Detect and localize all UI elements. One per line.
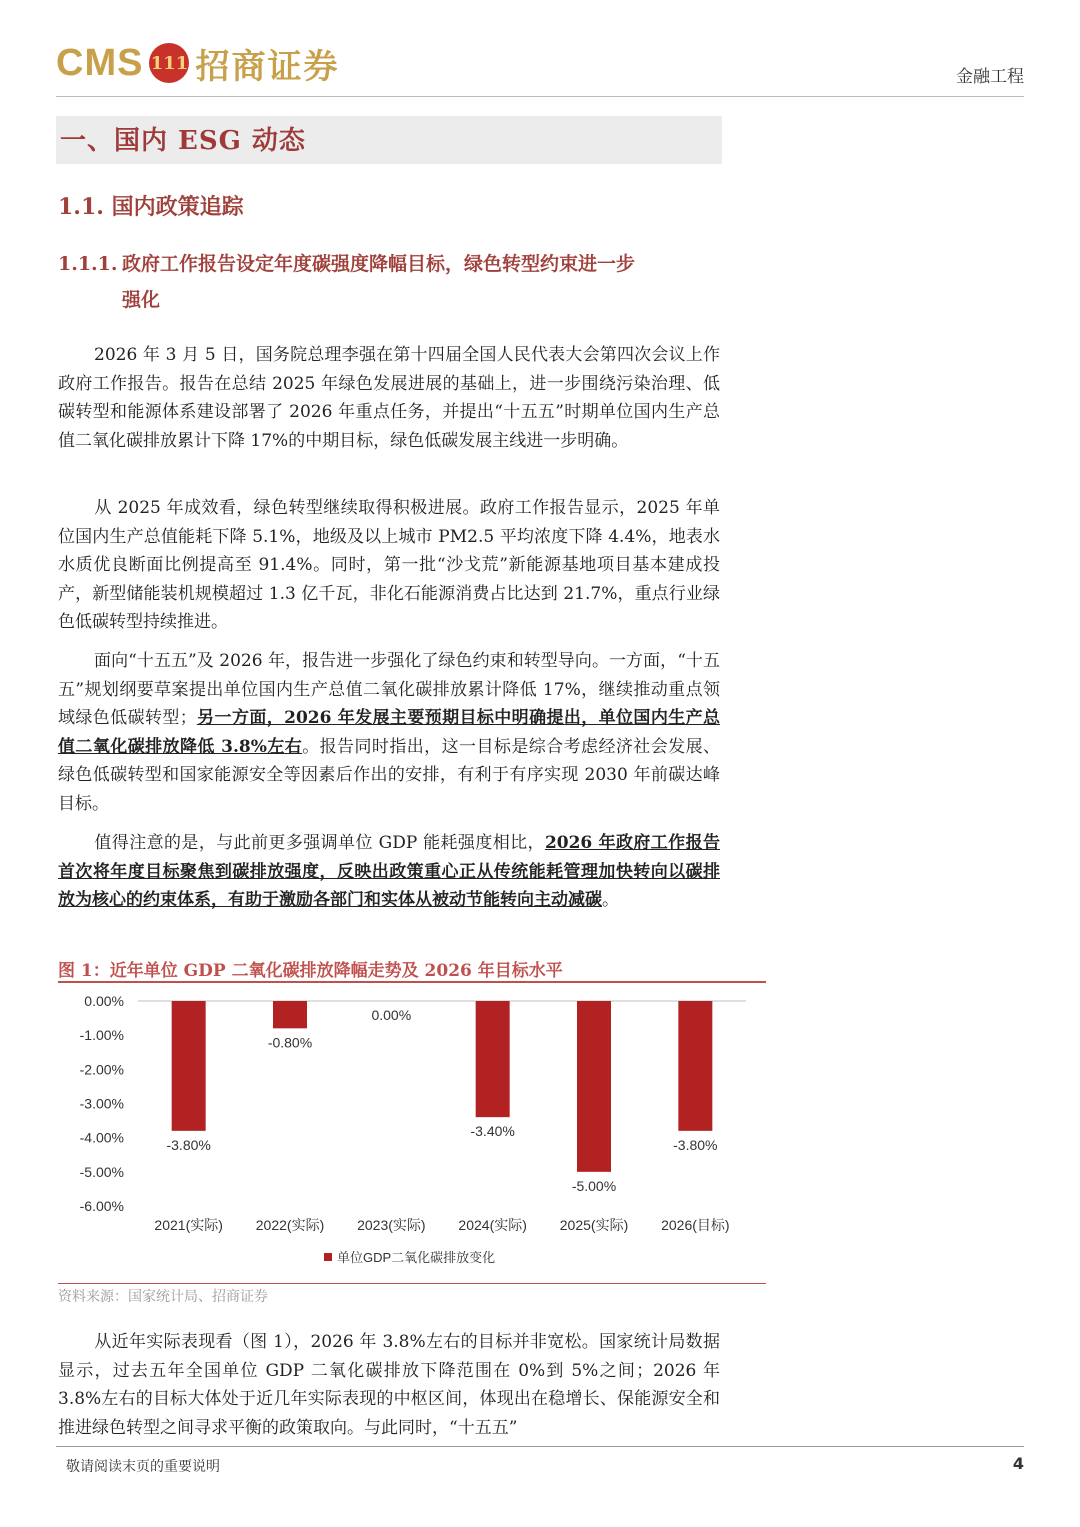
y-tick-label: 0.00%	[84, 993, 124, 1009]
logo-emblem-icon: 111	[149, 43, 189, 83]
legend-label: 单位GDP二氧化碳排放变化	[337, 1250, 496, 1265]
x-tick-label: 2021(实际)	[154, 1217, 223, 1233]
value-label: -3.80%	[673, 1136, 718, 1153]
x-tick-label: 2026(目标)	[661, 1217, 730, 1233]
paragraph-1-text: 2026 年 3 月 5 日，国务院总理李强在第十四届全国人民代表大会第四次会议上作政府工作报告。报告在总结 2025 年绿色发展进展的基础上，进一步围绕污染治理、低碳转型和能源体系建设部署了 2026 年重点任务，并提出“十五五”时期单位国内生产总值二氧化碳排放累计下降 17%的中期目标，绿色低碳发展主线进一步明确。	[58, 345, 720, 451]
y-tick-label: -6.00%	[79, 1198, 124, 1214]
paragraph-4-text-a: 值得注意的是，与此前更多强调单位 GDP 能耗强度相比，	[94, 833, 545, 853]
figure-bottom-rule	[58, 1283, 766, 1284]
paragraph-1	[58, 341, 720, 455]
x-tick-label: 2023(实际)	[357, 1217, 426, 1233]
value-label: -3.80%	[166, 1136, 211, 1153]
heading-3-line1: 政府工作报告设定年度碳强度降幅目标，绿色转型约束进一步	[122, 253, 636, 275]
bar-2021(实际)	[172, 1001, 206, 1131]
paragraph-5	[58, 1328, 720, 1442]
figure-source: 资料来源：国家统计局、招商证券	[58, 1289, 268, 1305]
figure-top-rule	[58, 981, 766, 983]
brand-logo	[56, 40, 339, 86]
section-label: 金融工程	[956, 67, 1024, 87]
value-label: 0.00%	[371, 1007, 412, 1023]
bar-2025(实际)	[577, 1001, 611, 1172]
x-tick-label: 2024(实际)	[458, 1217, 527, 1233]
paragraph-2	[58, 494, 720, 637]
legend-swatch	[324, 1253, 332, 1261]
heading-3	[58, 246, 728, 318]
y-tick-label: -3.00%	[79, 1095, 124, 1112]
bar-chart	[58, 986, 778, 1276]
figure-title: 图 1：近年单位 GDP 二氧化碳排放降幅走势及 2026 年目标水平	[58, 961, 563, 981]
footer-note: 敬请阅读末页的重要说明	[66, 1459, 220, 1475]
y-tick-label: -2.00%	[79, 1061, 124, 1078]
x-tick-label: 2022(实际)	[255, 1217, 325, 1233]
footer-divider	[56, 1446, 1024, 1447]
value-label: -3.40%	[470, 1123, 515, 1140]
y-tick-label: -5.00%	[79, 1163, 124, 1180]
heading-1: 一、国内 ESG 动态	[60, 126, 306, 156]
paragraph-3-emphasis: 另一方面，2026 年发展主要预期目标中明确提出，单位国内生产总值二氧化碳排放降低 3.8%左右	[58, 708, 721, 757]
paragraph-3-text-c: 。报告同时指出，这一目标是综合考虑经济社会发展、绿色低碳转型和国家能源安全等因素后作出的安排，有利于有序实现 2030 年前碳达峰目标。	[58, 736, 721, 814]
paragraph-4	[58, 829, 720, 915]
paragraph-2-text: 从 2025 年成效看，绿色转型继续取得积极进展。政府工作报告显示，2025 年单位国内生产总值能耗下降 5.1%，地级及以上城市 PM2.5 平均浓度下降 4.4%，地表水水质优良断面比例提高至 91.4%。同时，第一批“沙戈荒”新能源基地项目基本建成投产，新型储能装机规模超过 1.3 亿千瓦，非化石能源消费占比达到 21.7%，重点行业绿色低碳转型持续推进。	[58, 498, 720, 632]
header-divider	[56, 96, 1024, 97]
value-label: -5.00%	[571, 1177, 617, 1194]
y-tick-label: -4.00%	[79, 1129, 124, 1146]
paragraph-5-text: 从近年实际表现看（图 1），2026 年 3.8%左右的目标并非宽松。国家统计局数据显示，过去五年全国单位 GDP 二氧化碳排放下降范围在 0%到 5%之间；2026 年 3.8%左右的目标大体处于近几年实际表现的中枢区间，体现出在稳增长、保能源安全和推进绿色转型之间寻求平衡的政策取向。与此同时，“十五五”	[58, 1332, 720, 1438]
bar-2022(实际)	[273, 1001, 307, 1028]
heading-2: 1.1. 国内政策追踪	[58, 194, 244, 220]
bar-2024(实际)	[476, 1001, 510, 1117]
bar-2026(目标)	[678, 1001, 712, 1131]
page-number: 4	[1012, 1454, 1024, 1473]
y-tick-label: -1.00%	[79, 1027, 124, 1044]
logo-chinese: 招商证券	[195, 46, 340, 87]
paragraph-3-text-a: 面向“十五五”及 2026 年，报告进一步强化了绿色约束和转型导向。一方面，“十五五”规划纲要草案提出单位国内生产总值二氧化碳排放累计降低 17%，继续推动重点领域绿色低碳转型；	[58, 651, 720, 728]
heading-3-line2: 强化	[122, 289, 161, 311]
paragraph-4-emphasis: 2026 年政府工作报告首次将年度目标聚焦到碳排放强度，反映出政策重心正从传统能耗管理加快转向以碳排放为核心的约束体系，有助于激励各部门和实体从被动节能转向主动减碳	[58, 833, 720, 910]
paragraph-4-text-c: 。	[602, 890, 619, 910]
logo-latin: CMS	[56, 41, 144, 84]
x-tick-label: 2025(实际)	[559, 1217, 629, 1233]
heading-3-number: 1.1.1.	[58, 253, 118, 275]
value-label: -0.80%	[267, 1034, 313, 1051]
paragraph-3	[58, 647, 720, 818]
